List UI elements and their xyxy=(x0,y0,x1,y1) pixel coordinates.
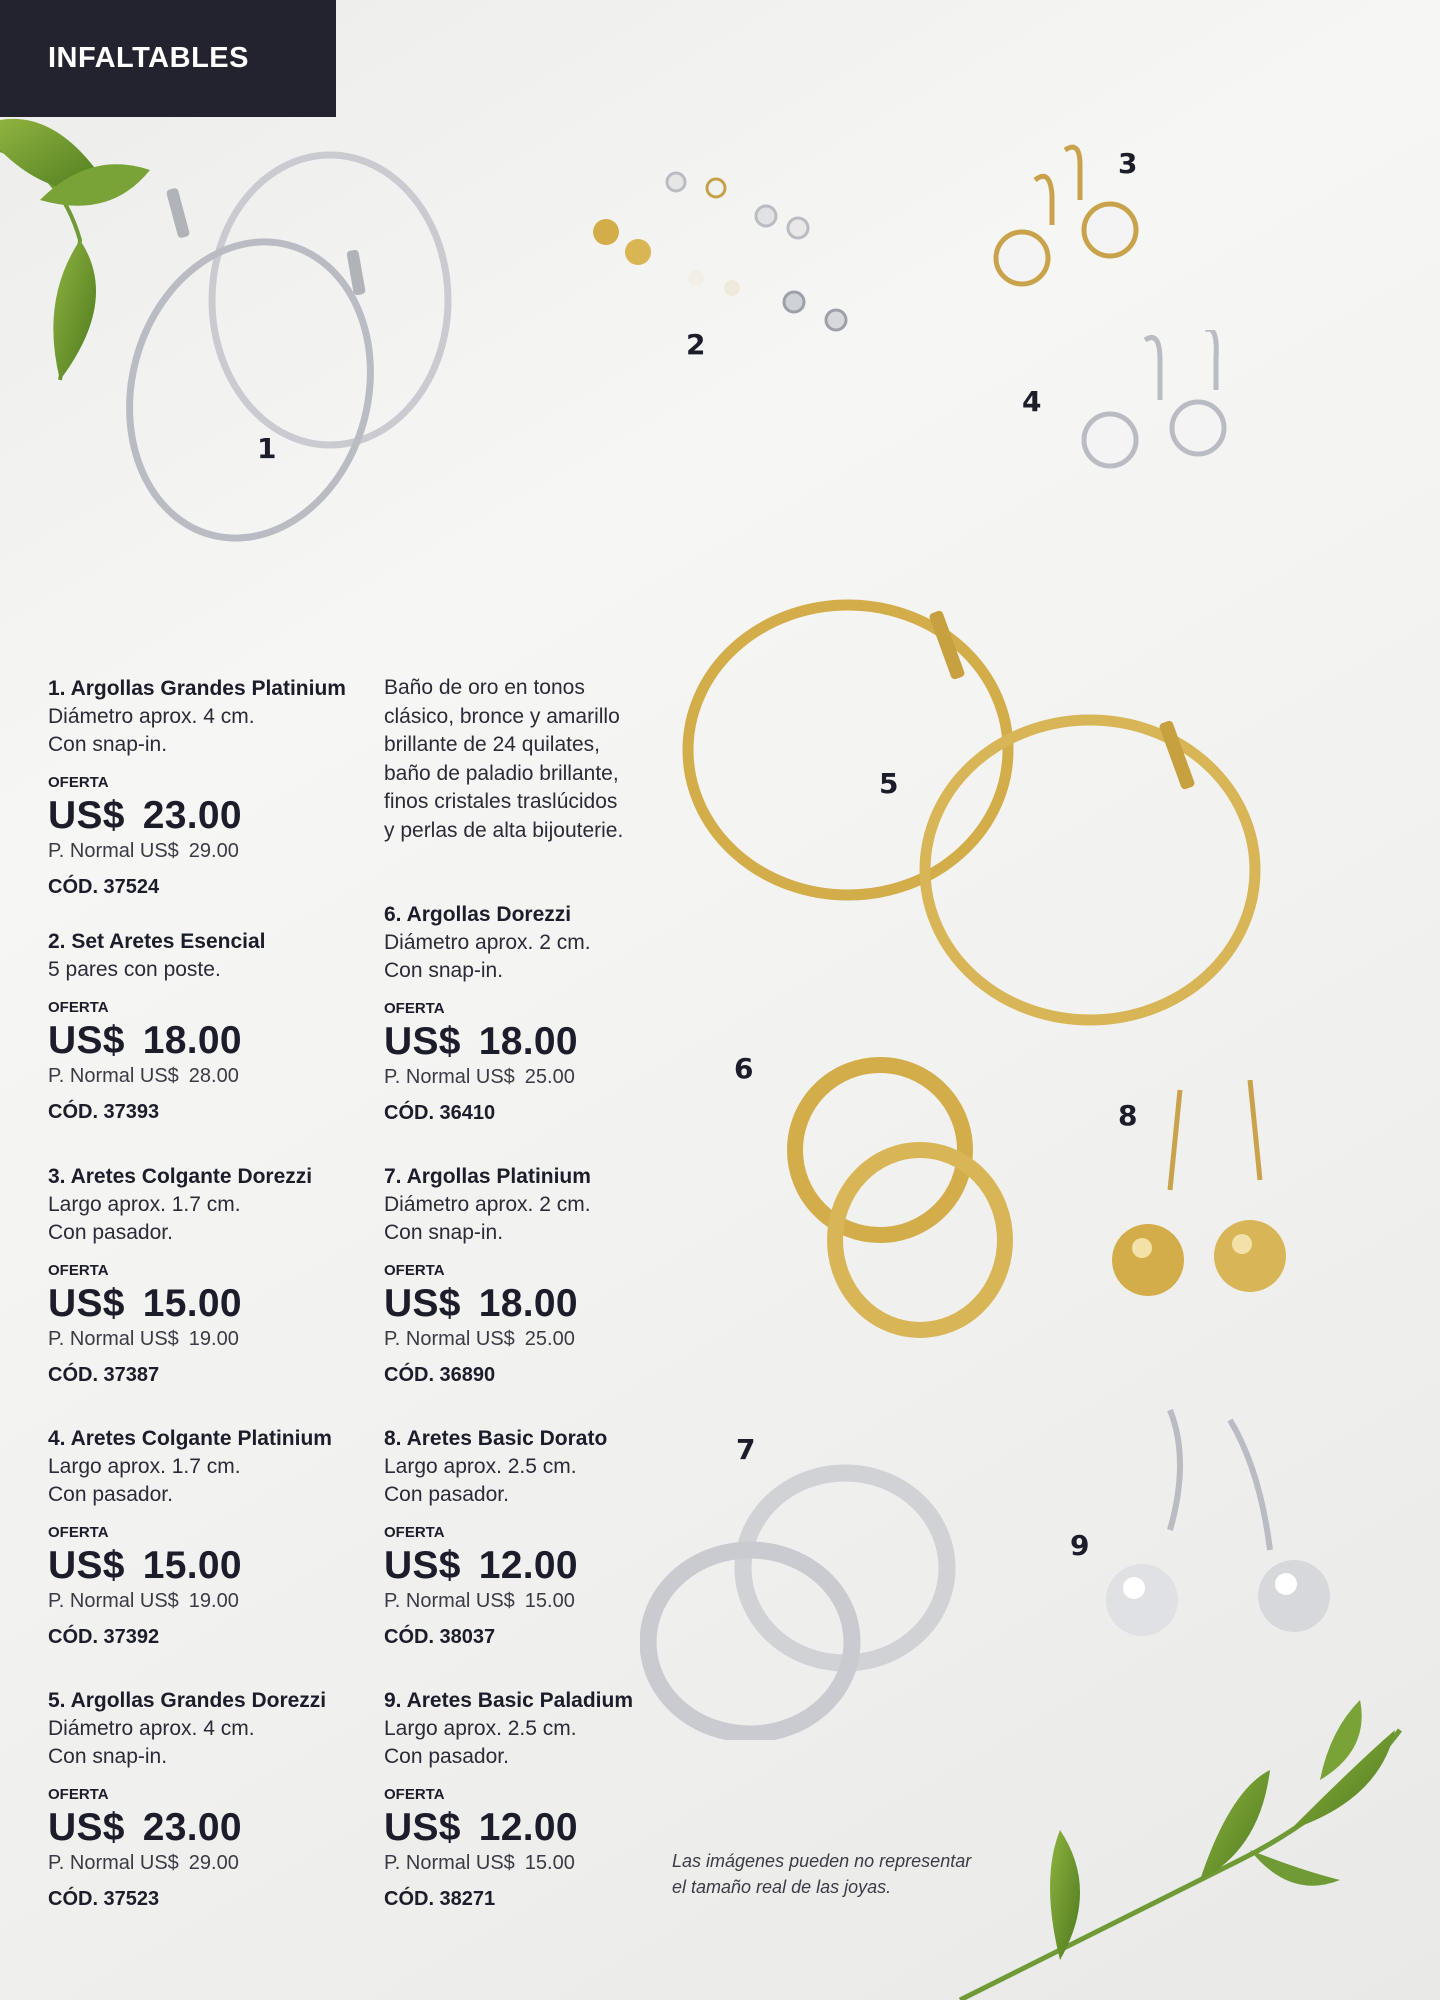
offer-label: OFERTA xyxy=(384,1524,445,1541)
material-description: Baño de oro en tonos clásico, bronce y amarillo brillante de 24 quilates, baño de paladio brillante, finos cristales traslúcidos y perlas de alta bijouterie. xyxy=(384,676,624,842)
offer-price: US$ 18.00 xyxy=(48,1019,242,1062)
normal-price: P. Normal US$ 29.00 xyxy=(48,840,239,862)
image-number-6: 6 xyxy=(734,1052,754,1085)
image-number-9: 9 xyxy=(1070,1529,1090,1562)
image-number-5: 5 xyxy=(879,767,899,800)
product-code: CÓD. 38037 xyxy=(384,1626,496,1648)
product-code: CÓD. 38271 xyxy=(384,1888,496,1910)
product-card-5 xyxy=(48,1686,368,1913)
normal-price: P. Normal US$ 19.00 xyxy=(48,1328,239,1350)
page-title: INFALTABLES xyxy=(48,42,249,74)
leaf-icon xyxy=(1250,1850,1340,1886)
silver-ball-drop-earrings-image xyxy=(1090,1400,1350,1670)
image-number-3: 3 xyxy=(1118,147,1138,180)
product-title: 8. Aretes Basic Dorato xyxy=(384,1427,608,1450)
normal-price: P. Normal US$ 15.00 xyxy=(384,1852,575,1874)
product-detail: Con pasador. xyxy=(48,1483,173,1506)
product-detail: Con snap-in. xyxy=(384,1221,504,1244)
offer-label: OFERTA xyxy=(48,774,109,791)
product-detail: Largo aprox. 1.7 cm. xyxy=(48,1455,241,1478)
product-code: CÓD. 37392 xyxy=(48,1626,160,1648)
normal-price: P. Normal US$ 25.00 xyxy=(384,1328,575,1350)
product-card-4 xyxy=(48,1424,368,1651)
offer-price: US$ 23.00 xyxy=(48,794,242,837)
offer-label: OFERTA xyxy=(48,999,109,1016)
offer-price: US$ 12.00 xyxy=(384,1544,578,1587)
normal-price: P. Normal US$ 29.00 xyxy=(48,1852,239,1874)
offer-label: OFERTA xyxy=(48,1786,109,1803)
gold-small-hoops-image xyxy=(760,1050,1030,1350)
product-detail: Diámetro aprox. 2 cm. xyxy=(384,931,591,954)
product-detail: Diámetro aprox. 4 cm. xyxy=(48,1717,255,1740)
offer-price: US$ 12.00 xyxy=(384,1806,578,1849)
image-size-disclaimer: Las imágenes pueden no representar el tamaño real de las joyas. xyxy=(672,1851,972,1897)
offer-label: OFERTA xyxy=(384,1000,445,1017)
product-code: CÓD. 37523 xyxy=(48,1888,160,1910)
product-detail: 5 pares con poste. xyxy=(48,958,221,981)
product-title: 7. Argollas Platinium xyxy=(384,1165,591,1188)
product-detail: Con pasador. xyxy=(384,1745,509,1768)
stud-earring-set-image xyxy=(580,160,870,340)
product-code: CÓD. 36410 xyxy=(384,1102,496,1124)
product-title: 5. Argollas Grandes Dorezzi xyxy=(48,1689,327,1712)
product-card-2 xyxy=(48,927,368,1126)
product-detail: Con snap-in. xyxy=(48,733,168,756)
product-card-1 xyxy=(48,674,368,901)
normal-price: P. Normal US$ 15.00 xyxy=(384,1590,575,1612)
product-detail: Con pasador. xyxy=(384,1483,509,1506)
offer-price: US$ 15.00 xyxy=(48,1282,242,1325)
image-number-8: 8 xyxy=(1118,1099,1138,1132)
product-card-8 xyxy=(384,1424,704,1651)
product-code: CÓD. 37524 xyxy=(48,876,160,898)
offer-label: OFERTA xyxy=(384,1262,445,1279)
product-detail: Largo aprox. 2.5 cm. xyxy=(384,1717,577,1740)
product-code: CÓD. 36890 xyxy=(384,1364,496,1386)
product-card-6 xyxy=(384,900,704,1127)
silver-crystal-drop-earrings-image xyxy=(1070,330,1240,480)
image-number-1: 1 xyxy=(257,432,277,465)
product-code: CÓD. 37393 xyxy=(48,1101,160,1123)
product-detail: Con snap-in. xyxy=(384,959,504,982)
gold-crystal-drop-earrings-image xyxy=(980,140,1140,290)
offer-price: US$ 18.00 xyxy=(384,1282,578,1325)
normal-price: P. Normal US$ 19.00 xyxy=(48,1590,239,1612)
product-title: 2. Set Aretes Esencial xyxy=(48,930,266,953)
product-title: 9. Aretes Basic Paladium xyxy=(384,1689,634,1712)
image-number-7: 7 xyxy=(736,1433,756,1466)
normal-price: P. Normal US$ 25.00 xyxy=(384,1066,575,1088)
offer-price: US$ 23.00 xyxy=(48,1806,242,1849)
product-card-7 xyxy=(384,1162,704,1389)
product-detail: Con snap-in. xyxy=(48,1745,168,1768)
offer-label: OFERTA xyxy=(48,1262,109,1279)
offer-label: OFERTA xyxy=(384,1786,445,1803)
offer-price: US$ 15.00 xyxy=(48,1544,242,1587)
product-title: 1. Argollas Grandes Platinium xyxy=(48,677,346,700)
product-detail: Diámetro aprox. 2 cm. xyxy=(384,1193,591,1216)
offer-price: US$ 18.00 xyxy=(384,1020,578,1063)
product-title: 4. Aretes Colgante Platinium xyxy=(48,1427,332,1450)
image-number-2: 2 xyxy=(686,328,706,361)
offer-label: OFERTA xyxy=(48,1524,109,1541)
product-title: 3. Aretes Colgante Dorezzi xyxy=(48,1165,313,1188)
product-card-3 xyxy=(48,1162,368,1389)
product-detail: Con pasador. xyxy=(48,1221,173,1244)
product-detail: Largo aprox. 2.5 cm. xyxy=(384,1455,577,1478)
gold-large-hoops-image xyxy=(670,590,1290,1030)
normal-price: P. Normal US$ 28.00 xyxy=(48,1065,239,1087)
product-code: CÓD. 37387 xyxy=(48,1364,160,1386)
leaf-icon xyxy=(53,240,96,380)
silver-large-hoops-image xyxy=(110,140,500,560)
product-card-9 xyxy=(384,1686,704,1913)
product-detail: Diámetro aprox. 4 cm. xyxy=(48,705,255,728)
product-title: 6. Argollas Dorezzi xyxy=(384,903,572,926)
image-number-4: 4 xyxy=(1022,385,1042,418)
product-detail: Largo aprox. 1.7 cm. xyxy=(48,1193,241,1216)
